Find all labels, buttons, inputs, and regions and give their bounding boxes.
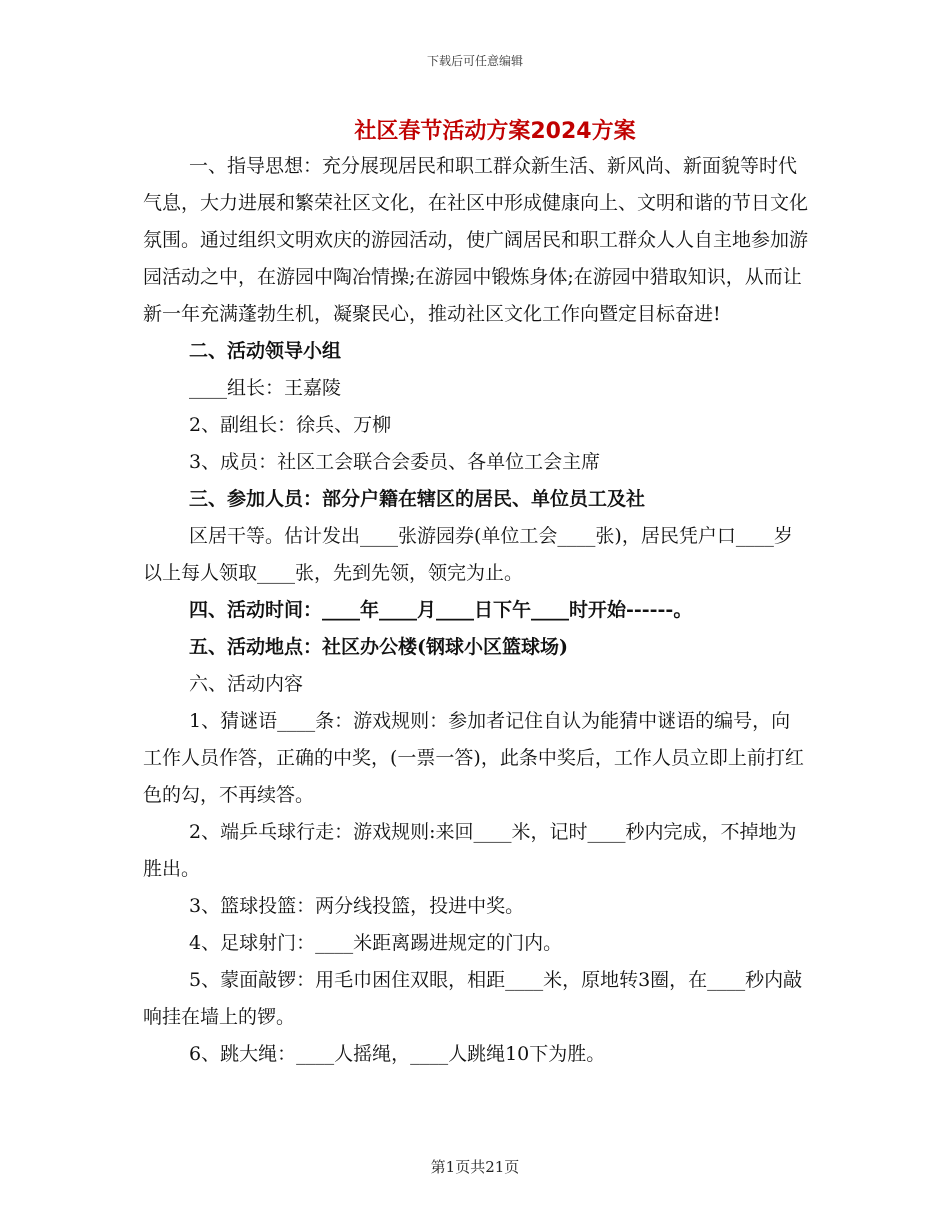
section-activity-time: 四、活动时间：____年____月____日下午____时开始------。 xyxy=(189,599,693,621)
activity-basketball: 3、篮球投篮：两分线投篮，投进中奖。 xyxy=(189,895,525,917)
section-guiding-thought: 一、指导思想：充分展现居民和职工群众新生活、新风尚、新面貌等时代气息，大力进展和繁荣社区文化，在社区中形成健康向上、文明和谐的节日文化氛围。通过组织文明欢庆的游园活动，使广阔居民和职工群众人人自主地参加游园活动之中，在游园中陶冶情操;在游园中锻炼身体;在游园中猎取知识，从而让新一年充满蓬勃生机，凝聚民心，推动社区文化工作向暨定目标奋进! xyxy=(143,155,809,325)
activity-ping-pong-walk: 2、端乒乓球行走：游戏规则:来回____米，记时____秒内完成，不掉地为胜出。 xyxy=(143,821,797,880)
section-participants-heading: 三、参加人员：部分户籍在辖区的居民、单位员工及社 xyxy=(189,488,646,510)
members-line: 3、成员：社区工会联合会委员、各单位工会主席 xyxy=(189,451,601,473)
page-header: 下载后可任意编辑 xyxy=(426,54,523,68)
section-leadership-heading: 二、活动领导小组 xyxy=(189,340,342,362)
page-number: 第1页共21页 xyxy=(430,1158,520,1176)
document-title: 社区春节活动方案2024方案 xyxy=(354,119,636,144)
activity-jump-rope: 6、跳大绳：____人摇绳，____人跳绳10下为胜。 xyxy=(189,1043,606,1065)
activity-blindfold-gong: 5、蒙面敲锣：用毛巾困住双眼，相距____米，原地转3圈，在____秒内敲响挂在墙上的锣。 xyxy=(143,969,803,1028)
participants-detail: 区居干等。估计发出____张游园券(单位工会____张)，居民凭户口____岁以上每人领取____张，先到先领，领完为止。 xyxy=(143,525,793,584)
leader-line: ____组长：王嘉陵 xyxy=(189,377,342,399)
section-activity-content-heading: 六、活动内容 xyxy=(189,673,304,695)
section-activity-location: 五、活动地点：社区办公楼(钢球小区篮球场) xyxy=(189,636,568,658)
activity-riddles: 1、猜谜语____条：游戏规则：参加者记住自认为能猜中谜语的编号，向工作人员作答，正确的中奖，(一票一答)，此条中奖后，工作人员立即上前打红色的勾，不再续答。 xyxy=(143,710,804,806)
document-body xyxy=(143,148,808,1073)
activity-football: 4、足球射门：____米距离踢进规定的门内。 xyxy=(189,932,563,954)
deputy-leader-line: 2、副组长：徐兵、万柳 xyxy=(189,414,392,436)
